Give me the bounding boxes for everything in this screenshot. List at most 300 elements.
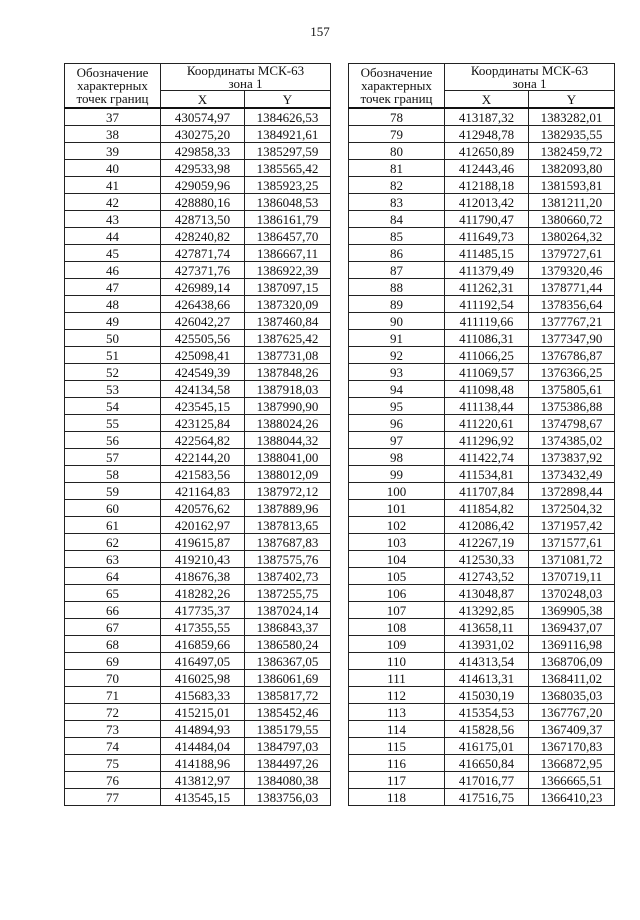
table-row: [349, 517, 615, 534]
y-coordinate-cell: 1384626,53: [245, 108, 331, 126]
point-number-cell: 99: [349, 466, 445, 483]
point-number-cell: 85: [349, 228, 445, 245]
table-row: [349, 653, 615, 670]
y-coordinate-cell: 1387460,84: [245, 313, 331, 330]
y-coordinate-cell: 1368035,03: [529, 687, 615, 704]
y-coordinate-cell: 1385297,59: [245, 143, 331, 160]
point-number-cell: 89: [349, 296, 445, 313]
y-coordinate-cell: 1377767,21: [529, 313, 615, 330]
x-coordinate-cell: 421583,56: [161, 466, 245, 483]
header-line: зона 1: [228, 76, 263, 91]
table-row: [349, 619, 615, 636]
table-row: [65, 772, 331, 789]
point-number-cell: 84: [349, 211, 445, 228]
y-coordinate-cell: 1387575,76: [245, 551, 331, 568]
y-coordinate-cell: 1387320,09: [245, 296, 331, 313]
table-row: [65, 364, 331, 381]
point-number-cell: 91: [349, 330, 445, 347]
point-number-cell: 62: [65, 534, 161, 551]
coordinates-table-right: [348, 63, 615, 806]
point-number-cell: 79: [349, 126, 445, 143]
y-coordinate-cell: 1383282,01: [529, 108, 615, 126]
y-coordinate-cell: 1387848,26: [245, 364, 331, 381]
y-coordinate-cell: 1386922,39: [245, 262, 331, 279]
point-number-cell: 102: [349, 517, 445, 534]
x-coordinate-cell: 415683,33: [161, 687, 245, 704]
table-row: [349, 449, 615, 466]
table-row: [349, 568, 615, 585]
header-line: Координаты МСК-63: [470, 63, 589, 78]
x-coordinate-cell: 413048,87: [445, 585, 529, 602]
x-coordinate-cell: 412650,89: [445, 143, 529, 160]
point-number-cell: 52: [65, 364, 161, 381]
point-number-cell: 49: [65, 313, 161, 330]
x-coordinate-cell: 417516,75: [445, 789, 529, 806]
y-coordinate-cell: 1376366,25: [529, 364, 615, 381]
y-coordinate-cell: 1378771,44: [529, 279, 615, 296]
y-coordinate-cell: 1366872,95: [529, 755, 615, 772]
point-number-cell: 115: [349, 738, 445, 755]
table-row: [349, 398, 615, 415]
point-number-cell: 61: [65, 517, 161, 534]
point-number-cell: 50: [65, 330, 161, 347]
x-coordinate-cell: 428240,82: [161, 228, 245, 245]
table-row: [349, 177, 615, 194]
table-row: [65, 262, 331, 279]
y-coordinate-cell: 1387687,83: [245, 534, 331, 551]
coordinate-system-header: [161, 64, 331, 91]
table-row: [65, 619, 331, 636]
table-row: [65, 551, 331, 568]
point-number-cell: 86: [349, 245, 445, 262]
y-coordinate-cell: 1373432,49: [529, 466, 615, 483]
x-coordinate-cell: 412948,78: [445, 126, 529, 143]
y-coordinate-cell: 1385817,72: [245, 687, 331, 704]
y-coordinate-cell: 1376786,87: [529, 347, 615, 364]
point-number-cell: 108: [349, 619, 445, 636]
x-coordinate-cell: 419210,43: [161, 551, 245, 568]
point-number-cell: 60: [65, 500, 161, 517]
point-number-cell: 101: [349, 500, 445, 517]
y-coordinate-cell: 1378356,64: [529, 296, 615, 313]
x-coordinate-cell: 418676,38: [161, 568, 245, 585]
point-number-cell: 77: [65, 789, 161, 806]
y-coordinate-cell: 1386580,24: [245, 636, 331, 653]
x-coordinate-cell: 411262,31: [445, 279, 529, 296]
page-number: 157: [310, 24, 330, 39]
y-column-header: Y: [529, 91, 615, 109]
table-row: [65, 432, 331, 449]
point-number-cell: 113: [349, 704, 445, 721]
y-coordinate-cell: 1375805,61: [529, 381, 615, 398]
x-coordinate-cell: 422564,82: [161, 432, 245, 449]
point-number-cell: 51: [65, 347, 161, 364]
y-coordinate-cell: 1369437,07: [529, 619, 615, 636]
x-coordinate-cell: 411534,81: [445, 466, 529, 483]
table-row: [349, 296, 615, 313]
table-row: [65, 126, 331, 143]
point-number-cell: 90: [349, 313, 445, 330]
table-row: [65, 211, 331, 228]
point-number-cell: 58: [65, 466, 161, 483]
table-row: [65, 398, 331, 415]
point-number-cell: 40: [65, 160, 161, 177]
point-number-cell: 116: [349, 755, 445, 772]
table-row: [349, 704, 615, 721]
x-coordinate-cell: 412443,46: [445, 160, 529, 177]
table-row: [65, 738, 331, 755]
table-row: [65, 585, 331, 602]
table-row: [65, 347, 331, 364]
point-number-cell: 56: [65, 432, 161, 449]
x-coordinate-cell: 428880,16: [161, 194, 245, 211]
table-row: [65, 500, 331, 517]
x-coordinate-cell: 411790,47: [445, 211, 529, 228]
point-number-cell: 87: [349, 262, 445, 279]
x-coordinate-cell: 417355,55: [161, 619, 245, 636]
y-coordinate-cell: 1371957,42: [529, 517, 615, 534]
table-row: [65, 789, 331, 806]
y-coordinate-cell: 1374798,67: [529, 415, 615, 432]
y-coordinate-cell: 1385565,42: [245, 160, 331, 177]
x-coordinate-cell: 423125,84: [161, 415, 245, 432]
table-row: [349, 483, 615, 500]
point-number-cell: 107: [349, 602, 445, 619]
header-line: Обозначение: [76, 65, 149, 80]
point-number-cell: 47: [65, 279, 161, 296]
table-row: [65, 381, 331, 398]
table-row: [65, 687, 331, 704]
table-row: [65, 160, 331, 177]
x-coordinate-cell: 413545,15: [161, 789, 245, 806]
point-number-cell: 104: [349, 551, 445, 568]
x-coordinate-cell: 411485,15: [445, 245, 529, 262]
y-coordinate-cell: 1387972,12: [245, 483, 331, 500]
point-number-cell: 73: [65, 721, 161, 738]
table-row: [349, 143, 615, 160]
x-coordinate-cell: 414613,31: [445, 670, 529, 687]
x-coordinate-cell: 426438,66: [161, 296, 245, 313]
y-coordinate-cell: 1388024,26: [245, 415, 331, 432]
table-row: [65, 466, 331, 483]
table-row: [65, 670, 331, 687]
table-row: [65, 483, 331, 500]
x-coordinate-cell: 420162,97: [161, 517, 245, 534]
y-coordinate-cell: 1370248,03: [529, 585, 615, 602]
point-number-cell: 38: [65, 126, 161, 143]
point-number-cell: 55: [65, 415, 161, 432]
point-number-cell: 96: [349, 415, 445, 432]
x-coordinate-cell: 411086,31: [445, 330, 529, 347]
table-row: [65, 177, 331, 194]
point-number-cell: 45: [65, 245, 161, 262]
point-number-cell: 111: [349, 670, 445, 687]
header-line: точек границ: [360, 91, 433, 106]
table-row: [349, 789, 615, 806]
x-coordinate-cell: 425505,56: [161, 330, 245, 347]
x-coordinate-cell: 416497,05: [161, 653, 245, 670]
table-row: [65, 143, 331, 160]
point-number-cell: 80: [349, 143, 445, 160]
y-coordinate-cell: 1387402,73: [245, 568, 331, 585]
y-coordinate-cell: 1366410,23: [529, 789, 615, 806]
point-number-cell: 37: [65, 108, 161, 126]
x-coordinate-cell: 412086,42: [445, 517, 529, 534]
table-row: [65, 568, 331, 585]
x-coordinate-cell: 413931,02: [445, 636, 529, 653]
table-row: [65, 228, 331, 245]
x-coordinate-cell: 425098,41: [161, 347, 245, 364]
point-number-cell: 43: [65, 211, 161, 228]
x-coordinate-cell: 412188,18: [445, 177, 529, 194]
point-number-cell: 94: [349, 381, 445, 398]
table-row: [65, 415, 331, 432]
table-row: [349, 670, 615, 687]
y-coordinate-cell: 1381593,81: [529, 177, 615, 194]
x-coordinate-cell: 415030,19: [445, 687, 529, 704]
table-row: [349, 381, 615, 398]
y-coordinate-cell: 1373837,92: [529, 449, 615, 466]
y-coordinate-cell: 1384921,61: [245, 126, 331, 143]
y-coordinate-cell: 1387024,14: [245, 602, 331, 619]
table-row: [349, 126, 615, 143]
point-number-cell: 53: [65, 381, 161, 398]
x-coordinate-cell: 430574,97: [161, 108, 245, 126]
x-coordinate-cell: 411119,66: [445, 313, 529, 330]
point-number-cell: 72: [65, 704, 161, 721]
x-coordinate-cell: 411854,82: [445, 500, 529, 517]
point-number-cell: 92: [349, 347, 445, 364]
y-coordinate-cell: 1368706,09: [529, 653, 615, 670]
point-number-cell: 66: [65, 602, 161, 619]
table-row: [65, 602, 331, 619]
y-coordinate-cell: 1369905,38: [529, 602, 615, 619]
x-coordinate-cell: 417735,37: [161, 602, 245, 619]
point-number-cell: 81: [349, 160, 445, 177]
point-number-cell: 71: [65, 687, 161, 704]
x-coordinate-cell: 416650,84: [445, 755, 529, 772]
x-coordinate-cell: 412013,42: [445, 194, 529, 211]
header-line: Координаты МСК-63: [186, 63, 305, 78]
point-number-cell: 98: [349, 449, 445, 466]
point-number-cell: 65: [65, 585, 161, 602]
y-coordinate-cell: 1367767,20: [529, 704, 615, 721]
coordinates-table-left: [64, 63, 331, 806]
x-coordinate-cell: 412743,52: [445, 568, 529, 585]
table-body: [349, 108, 615, 806]
y-coordinate-cell: 1384497,26: [245, 755, 331, 772]
y-coordinate-cell: 1386061,69: [245, 670, 331, 687]
table-row: [65, 755, 331, 772]
header-line: характерных: [361, 78, 432, 93]
y-coordinate-cell: 1384797,03: [245, 738, 331, 755]
table-row: [65, 279, 331, 296]
y-coordinate-cell: 1388044,32: [245, 432, 331, 449]
x-coordinate-cell: 415215,01: [161, 704, 245, 721]
y-coordinate-cell: 1386367,05: [245, 653, 331, 670]
point-number-cell: 106: [349, 585, 445, 602]
table-row: [65, 704, 331, 721]
point-number-cell: 95: [349, 398, 445, 415]
table-row: [65, 245, 331, 262]
x-coordinate-cell: 428713,50: [161, 211, 245, 228]
point-number-cell: 74: [65, 738, 161, 755]
point-designation-header: [65, 64, 161, 109]
point-designation-header: [349, 64, 445, 109]
y-coordinate-cell: 1372898,44: [529, 483, 615, 500]
point-number-cell: 82: [349, 177, 445, 194]
x-coordinate-cell: 427371,76: [161, 262, 245, 279]
x-coordinate-cell: 416859,66: [161, 636, 245, 653]
table-row: [349, 364, 615, 381]
table-row: [65, 330, 331, 347]
x-coordinate-cell: 413812,97: [161, 772, 245, 789]
point-number-cell: 41: [65, 177, 161, 194]
x-coordinate-cell: 418282,26: [161, 585, 245, 602]
table-row: [349, 636, 615, 653]
y-coordinate-cell: 1371577,61: [529, 534, 615, 551]
x-coordinate-cell: 429533,98: [161, 160, 245, 177]
x-coordinate-cell: 429858,33: [161, 143, 245, 160]
y-coordinate-cell: 1374385,02: [529, 432, 615, 449]
x-coordinate-cell: 415828,56: [445, 721, 529, 738]
x-column-header: X: [161, 91, 245, 109]
x-coordinate-cell: 422144,20: [161, 449, 245, 466]
table-row: [349, 262, 615, 279]
y-coordinate-cell: 1386457,70: [245, 228, 331, 245]
table-row: [349, 466, 615, 483]
x-coordinate-cell: 412530,33: [445, 551, 529, 568]
x-coordinate-cell: 413292,85: [445, 602, 529, 619]
point-number-cell: 48: [65, 296, 161, 313]
x-coordinate-cell: 415354,53: [445, 704, 529, 721]
point-number-cell: 70: [65, 670, 161, 687]
table-row: [349, 211, 615, 228]
x-coordinate-cell: 416025,98: [161, 670, 245, 687]
point-number-cell: 67: [65, 619, 161, 636]
x-coordinate-cell: 424549,39: [161, 364, 245, 381]
y-coordinate-cell: 1377347,90: [529, 330, 615, 347]
y-coordinate-cell: 1384080,38: [245, 772, 331, 789]
y-coordinate-cell: 1379727,61: [529, 245, 615, 262]
point-number-cell: 76: [65, 772, 161, 789]
point-number-cell: 100: [349, 483, 445, 500]
table-row: [349, 534, 615, 551]
point-number-cell: 118: [349, 789, 445, 806]
point-number-cell: 114: [349, 721, 445, 738]
y-coordinate-cell: 1386843,37: [245, 619, 331, 636]
point-number-cell: 68: [65, 636, 161, 653]
table-row: [65, 653, 331, 670]
x-coordinate-cell: 413187,32: [445, 108, 529, 126]
x-coordinate-cell: 420576,62: [161, 500, 245, 517]
table-row: [349, 194, 615, 211]
x-coordinate-cell: 411707,84: [445, 483, 529, 500]
table-row: [349, 313, 615, 330]
y-coordinate-cell: 1383756,03: [245, 789, 331, 806]
point-number-cell: 59: [65, 483, 161, 500]
point-number-cell: 63: [65, 551, 161, 568]
point-number-cell: 54: [65, 398, 161, 415]
header-line: точек границ: [76, 91, 149, 106]
point-number-cell: 110: [349, 653, 445, 670]
point-number-cell: 112: [349, 687, 445, 704]
table-row: [65, 108, 331, 126]
x-coordinate-cell: 411069,57: [445, 364, 529, 381]
table-row: [349, 500, 615, 517]
y-coordinate-cell: 1370719,11: [529, 568, 615, 585]
y-coordinate-cell: 1387889,96: [245, 500, 331, 517]
x-coordinate-cell: 417016,77: [445, 772, 529, 789]
y-column-header: Y: [245, 91, 331, 109]
y-coordinate-cell: 1386048,53: [245, 194, 331, 211]
x-coordinate-cell: 426042,27: [161, 313, 245, 330]
x-coordinate-cell: 421164,83: [161, 483, 245, 500]
point-number-cell: 69: [65, 653, 161, 670]
x-coordinate-cell: 411192,54: [445, 296, 529, 313]
y-coordinate-cell: 1381211,20: [529, 194, 615, 211]
y-coordinate-cell: 1368411,02: [529, 670, 615, 687]
x-coordinate-cell: 414484,04: [161, 738, 245, 755]
x-coordinate-cell: 411296,92: [445, 432, 529, 449]
y-coordinate-cell: 1387097,15: [245, 279, 331, 296]
y-coordinate-cell: 1367170,83: [529, 738, 615, 755]
table-row: [65, 517, 331, 534]
y-coordinate-cell: 1387918,03: [245, 381, 331, 398]
y-coordinate-cell: 1382093,80: [529, 160, 615, 177]
table-row: [349, 602, 615, 619]
y-coordinate-cell: 1382935,55: [529, 126, 615, 143]
y-coordinate-cell: 1387255,75: [245, 585, 331, 602]
y-coordinate-cell: 1385452,46: [245, 704, 331, 721]
x-coordinate-cell: 414188,96: [161, 755, 245, 772]
y-coordinate-cell: 1382459,72: [529, 143, 615, 160]
table-row: [65, 194, 331, 211]
point-number-cell: 93: [349, 364, 445, 381]
table-row: [349, 330, 615, 347]
y-coordinate-cell: 1387731,08: [245, 347, 331, 364]
x-coordinate-cell: 426989,14: [161, 279, 245, 296]
point-number-cell: 88: [349, 279, 445, 296]
point-number-cell: 64: [65, 568, 161, 585]
y-coordinate-cell: 1388041,00: [245, 449, 331, 466]
y-coordinate-cell: 1385179,55: [245, 721, 331, 738]
x-coordinate-cell: 414894,93: [161, 721, 245, 738]
table-row: [349, 245, 615, 262]
point-number-cell: 46: [65, 262, 161, 279]
y-coordinate-cell: 1387813,65: [245, 517, 331, 534]
coordinate-system-header: [445, 64, 615, 91]
table-row: [349, 108, 615, 126]
table-row: [349, 755, 615, 772]
y-coordinate-cell: 1366665,51: [529, 772, 615, 789]
point-number-cell: 103: [349, 534, 445, 551]
x-coordinate-cell: 427871,74: [161, 245, 245, 262]
x-coordinate-cell: 414313,54: [445, 653, 529, 670]
x-coordinate-cell: 430275,20: [161, 126, 245, 143]
y-coordinate-cell: 1372504,32: [529, 500, 615, 517]
table-row: [65, 313, 331, 330]
header-line: характерных: [77, 78, 148, 93]
x-coordinate-cell: 416175,01: [445, 738, 529, 755]
table-row: [349, 279, 615, 296]
x-coordinate-cell: 411220,61: [445, 415, 529, 432]
x-coordinate-cell: 423545,15: [161, 398, 245, 415]
y-coordinate-cell: 1380264,32: [529, 228, 615, 245]
table-row: [349, 721, 615, 738]
y-coordinate-cell: 1371081,72: [529, 551, 615, 568]
x-coordinate-cell: 429059,96: [161, 177, 245, 194]
